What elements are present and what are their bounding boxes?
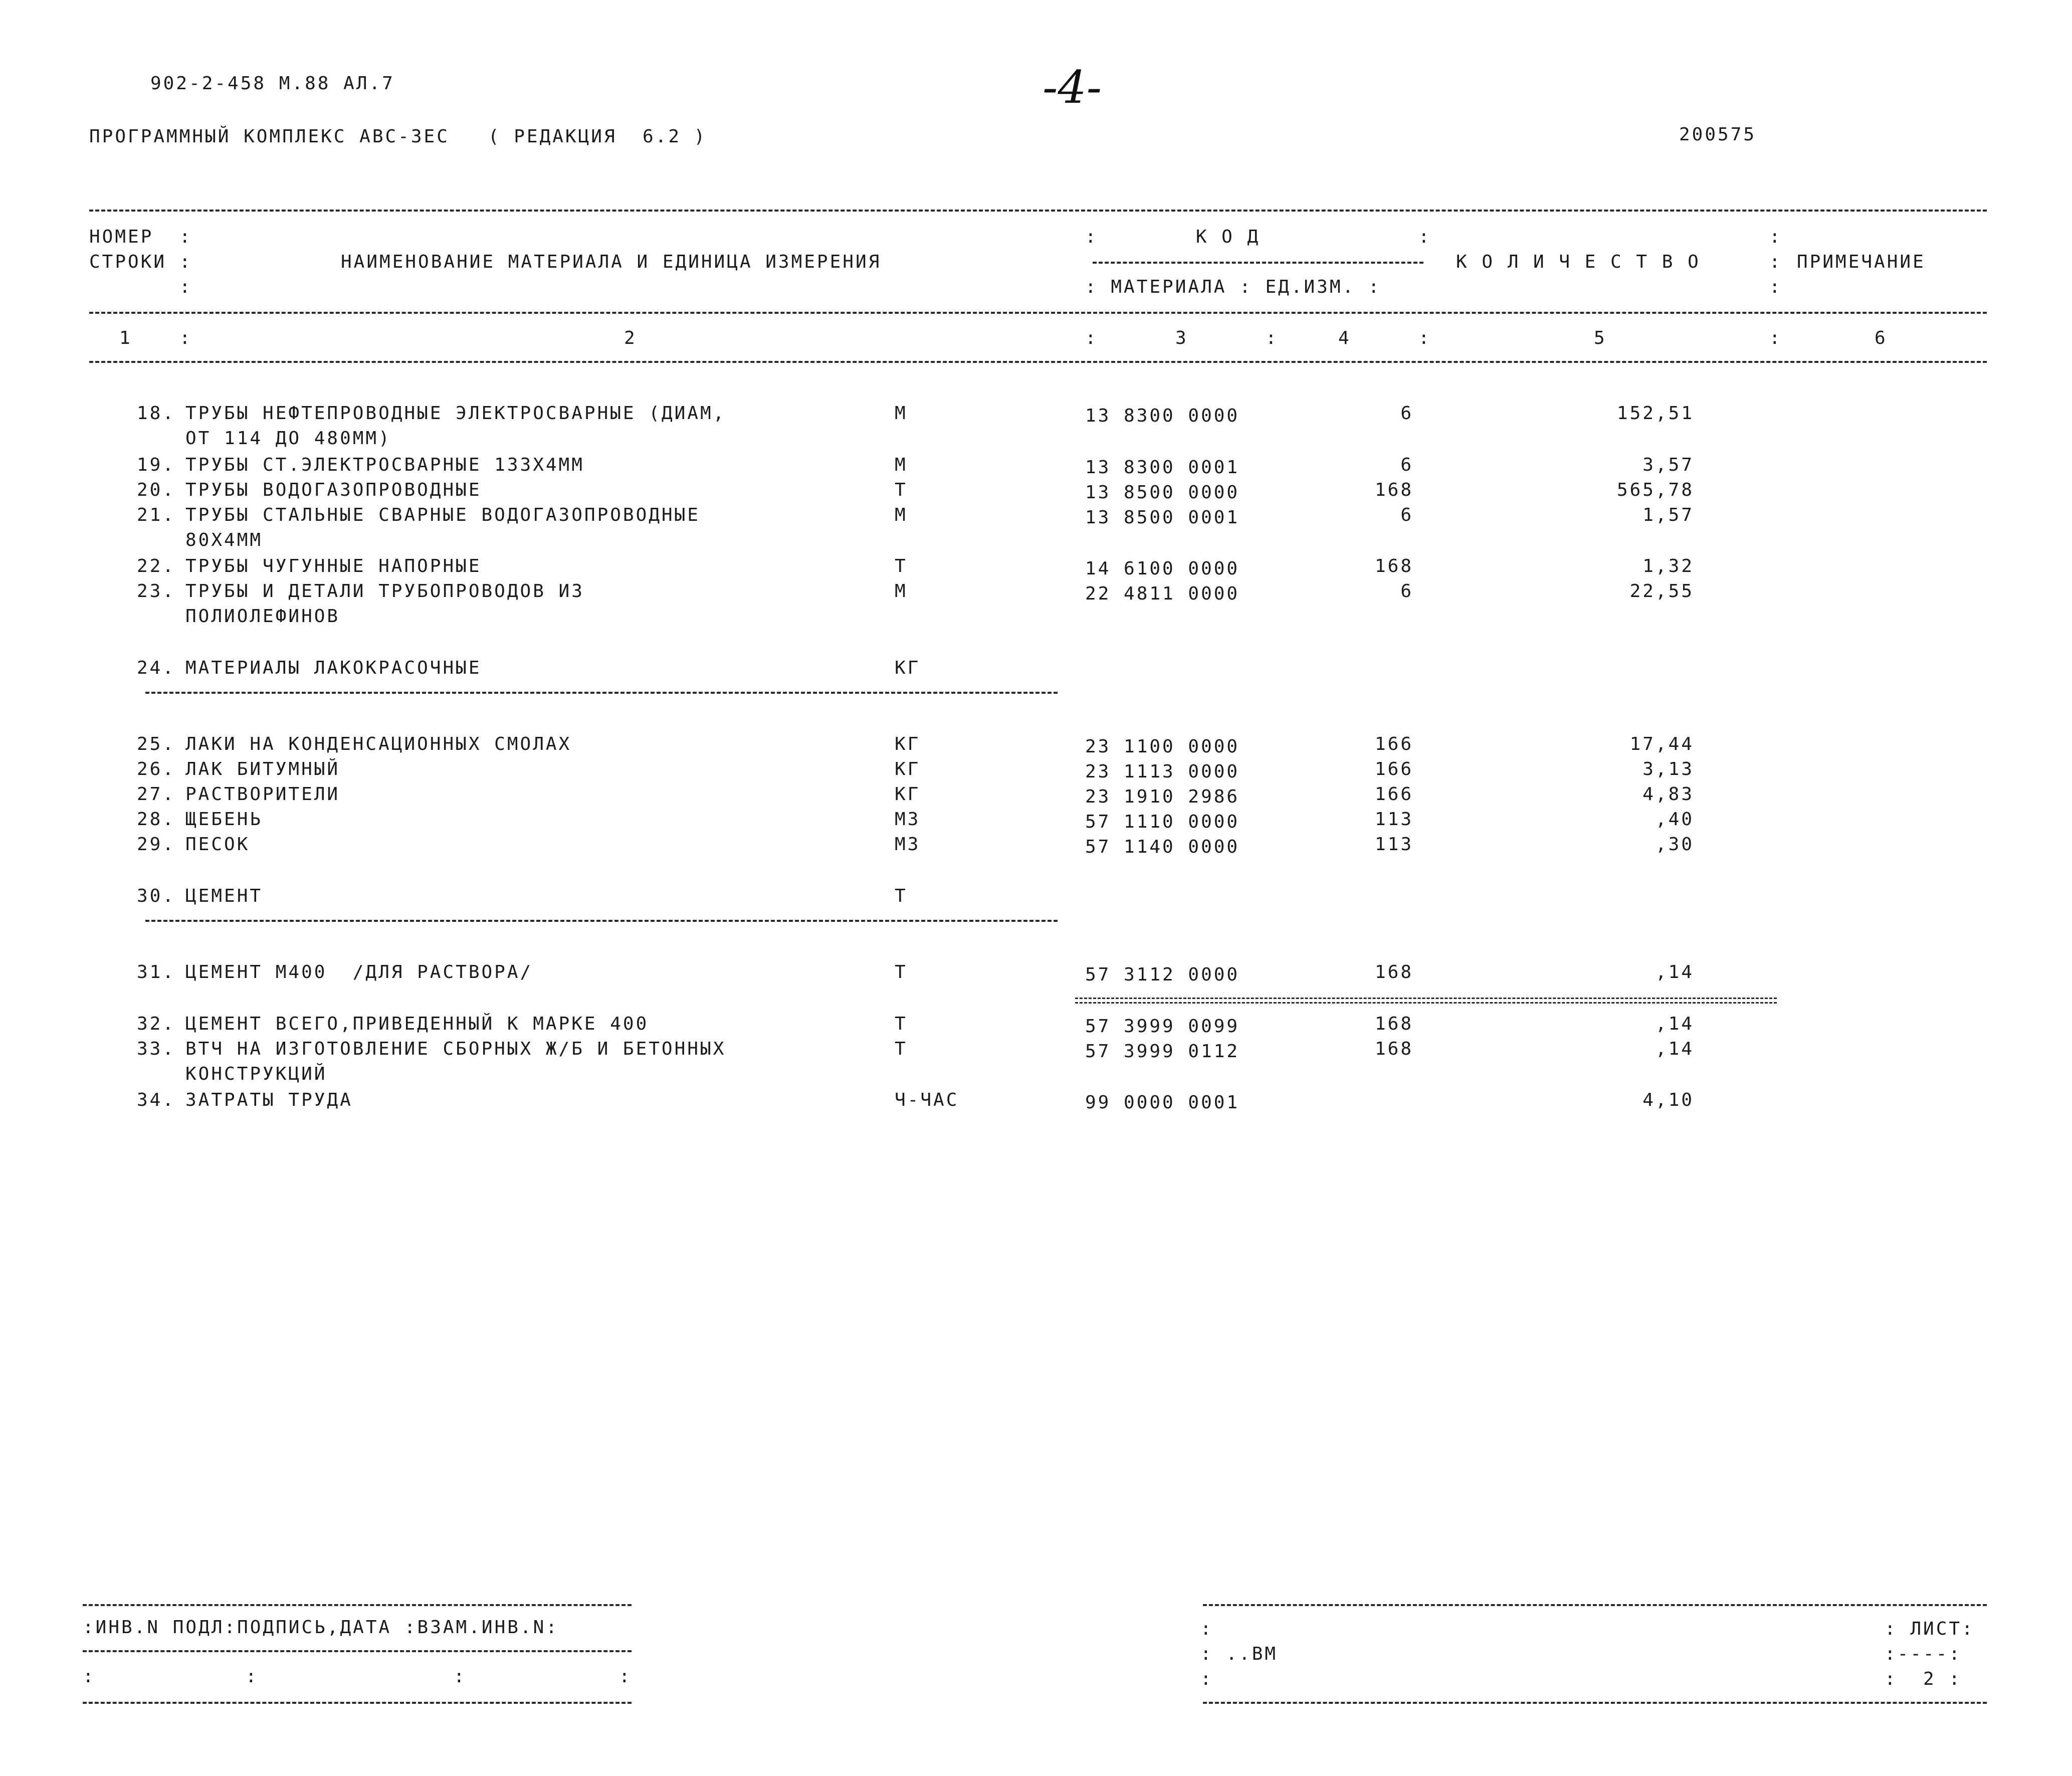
quantity: 152,51 [1616, 403, 1694, 424]
row-number: 22. [136, 556, 175, 576]
unit: Т [895, 1014, 908, 1034]
col-separator: : [1769, 328, 1780, 348]
material-code: 23 1910 2986 [1085, 786, 1240, 807]
unit: М [895, 455, 908, 475]
row-number: 28. [136, 809, 175, 830]
unit-code: 166 [1374, 734, 1413, 754]
unit-code: 6 [1400, 455, 1413, 475]
title-block-separator: : [1200, 1669, 1211, 1689]
col-separator: : [179, 227, 190, 247]
unit: Т [895, 480, 908, 500]
col-separator: : [1418, 328, 1429, 348]
document-code: 902-2-458 М.88 АЛ.7 [150, 73, 395, 94]
unit-code: 6 [1400, 581, 1413, 602]
material-name-continued: ПОЛИОЛЕФИНОВ [185, 606, 340, 627]
column-row-number-label: НОМЕР [89, 227, 154, 247]
title-block-mark: : ..ВМ [1200, 1644, 1278, 1664]
quantity: ,40 [1655, 809, 1694, 830]
row-number: 27. [136, 784, 175, 805]
material-group-name: ЦЕМЕНТ [185, 886, 263, 906]
material-code: 14 6100 0000 [1085, 558, 1240, 579]
row-number: 33. [136, 1039, 175, 1059]
table-top-rule [89, 210, 1987, 212]
code-subheader-rule [1093, 262, 1423, 264]
stamp-top-rule [83, 1604, 632, 1606]
material-name: ЦЕМЕНТ М400 /ДЛЯ РАСТВОРА/ [185, 962, 533, 982]
row-number: 20. [136, 480, 175, 500]
material-group-name: МАТЕРИАЛЫ ЛАКОКРАСОЧНЫЕ [185, 658, 482, 678]
unit: КГ [895, 784, 921, 805]
material-name: ТРУБЫ НЕФТЕПРОВОДНЫЕ ЭЛЕКТРОСВАРНЫЕ (ДИАМ, [185, 403, 726, 424]
unit: М3 [895, 809, 921, 830]
material-name: ЛАКИ НА КОНДЕНСАЦИОННЫХ СМОЛАХ [185, 734, 572, 754]
unit: КГ [895, 759, 921, 779]
col-separator: : [1769, 227, 1780, 247]
unit: КГ [895, 658, 921, 678]
quantity: 1,32 [1642, 556, 1694, 576]
column-code-header: К О Д [1195, 227, 1261, 247]
unit-code: 166 [1374, 784, 1413, 805]
material-name: ЦЕМЕНТ ВСЕГО,ПРИВЕДЕННЫЙ К МАРКЕ 400 [185, 1014, 649, 1034]
row-number: 34. [136, 1090, 175, 1110]
material-name: ТРУБЫ СТ.ЭЛЕКТРОСВАРНЫЕ 133Х4ММ [185, 455, 584, 475]
material-name: ВТЧ НА ИЗГОТОВЛЕНИЕ СБОРНЫХ Ж/Б И БЕТОННЫХ [185, 1039, 726, 1059]
quantity: 3,57 [1642, 455, 1694, 475]
program-title: ПРОГРАММНЫЙ КОМПЛЕКС АВС-ЗЕС ( РЕДАКЦИЯ 6.2 ) [89, 126, 707, 147]
material-name-continued: ОТ 114 ДО 480ММ) [185, 428, 391, 449]
stamp-separator: : [83, 1666, 94, 1687]
quantity: 3,13 [1642, 759, 1694, 779]
col-separator: : [179, 328, 190, 348]
unit-code: 168 [1374, 480, 1413, 500]
title-block-separator: : [1200, 1619, 1211, 1639]
column-number-6: 6 [1875, 328, 1888, 348]
material-name-continued: КОНСТРУКЦИЙ [185, 1064, 327, 1084]
quantity: ,14 [1655, 1039, 1694, 1059]
material-code: 99 0000 0001 [1085, 1092, 1240, 1113]
unit-code: 166 [1374, 759, 1413, 779]
sheet-number-value: 2 [1923, 1669, 1936, 1689]
material-code: 22 4811 0000 [1085, 583, 1240, 604]
unit-code: 168 [1374, 962, 1413, 982]
unit-code: 168 [1374, 556, 1413, 576]
material-code: 13 8300 0001 [1085, 457, 1240, 478]
material-name: ТРУБЫ СТАЛЬНЫЕ СВАРНЫЕ ВОДОГАЗОПРОВОДНЫЕ [185, 505, 700, 525]
material-code: 13 8500 0000 [1085, 482, 1240, 503]
col-separator: : [1266, 328, 1277, 348]
unit: Т [895, 886, 908, 906]
title-block-bottom-rule [1203, 1702, 1987, 1704]
sheet-label: : ЛИСТ: [1885, 1619, 1975, 1639]
unit-code: 113 [1374, 809, 1413, 830]
material-name: ЛАК БИТУМНЫЙ [185, 759, 340, 779]
sheet-label-text: ЛИСТ: [1910, 1619, 1975, 1639]
material-code: 57 1110 0000 [1085, 812, 1240, 832]
row-number: 32. [136, 1014, 175, 1034]
quantity: ,30 [1655, 834, 1694, 855]
row-number: 25. [136, 734, 175, 754]
unit: М [895, 505, 908, 525]
material-name: ТРУБЫ И ДЕТАЛИ ТРУБОПРОВОДОВ ИЗ [185, 581, 584, 602]
col-separator: : [179, 277, 190, 297]
row-number: 19. [136, 455, 175, 475]
column-quantity-header: К О Л И Ч Е С Т В О [1456, 252, 1701, 272]
row-number: 26. [136, 759, 175, 779]
col-separator: : [1418, 227, 1429, 247]
column-code-material-label: МАТЕРИАЛА [1111, 277, 1227, 297]
unit: М3 [895, 834, 921, 855]
row-number: 31. [136, 962, 175, 982]
material-name: ТРУБЫ ВОДОГАЗОПРОВОДНЫЕ [185, 480, 482, 500]
stamp-separator: : [619, 1666, 630, 1687]
unit: КГ [895, 734, 921, 754]
unit-code: 6 [1400, 505, 1413, 525]
material-name-continued: 80Х4ММ [185, 530, 263, 550]
material-code: 57 3112 0000 [1085, 964, 1240, 985]
unit-code: 113 [1374, 834, 1413, 855]
col-separator: : [1085, 328, 1096, 348]
column-number-5: 5 [1594, 328, 1607, 348]
handwritten-page-mark: -4- [1043, 61, 1102, 114]
quantity: 565,78 [1616, 480, 1694, 500]
row-number: 24. [136, 658, 175, 678]
column-number-2: 2 [624, 328, 637, 348]
unit: Т [895, 556, 908, 576]
row-number: 21. [136, 505, 175, 525]
column-number-4: 4 [1338, 328, 1351, 348]
material-code: 57 3999 0099 [1085, 1016, 1240, 1037]
unit: М [895, 581, 908, 602]
column-code-unit-label: ЕД.ИЗМ. [1265, 277, 1356, 297]
quantity: 17,44 [1629, 734, 1694, 754]
unit: Ч-ЧАС [895, 1090, 959, 1110]
column-number-1: 1 [119, 328, 132, 348]
sheet-number: : 2 : [1885, 1669, 1962, 1689]
material-code: 13 8500 0001 [1085, 507, 1240, 528]
col-separator: : [1085, 227, 1096, 247]
quantity: 22,55 [1629, 581, 1694, 602]
document-number: 200575 [1679, 124, 1757, 145]
column-number-3: 3 [1175, 328, 1188, 348]
stamp-mid-rule [83, 1650, 632, 1652]
column-code-material: : МАТЕРИАЛА : ЕД.ИЗМ. : [1085, 277, 1381, 297]
group-underline [145, 692, 1058, 694]
material-code: 23 1100 0000 [1085, 736, 1240, 757]
col-separator: : [1769, 277, 1780, 297]
sheet-rule-text: :----: [1885, 1644, 1962, 1664]
column-note-header: ПРИМЕЧАНИЕ [1797, 252, 1926, 272]
material-name: ЗАТРАТЫ ТРУДА [185, 1090, 353, 1110]
quantity: ,14 [1655, 962, 1694, 982]
title-block-top-rule [1203, 1604, 1987, 1606]
material-name: ПЕСОК [185, 834, 250, 855]
quantity: 4,83 [1642, 784, 1694, 805]
double-separator-rule [1075, 998, 1777, 1004]
group-underline [145, 920, 1058, 922]
unit: М [895, 403, 908, 424]
stamp-bottom-rule [83, 1702, 632, 1704]
material-code: 57 1140 0000 [1085, 837, 1240, 857]
column-name-header: НАИМЕНОВАНИЕ МАТЕРИАЛА И ЕДИНИЦА ИЗМЕРЕНИЯ [341, 252, 882, 272]
quantity: ,14 [1655, 1014, 1694, 1034]
stamp-separator: : [246, 1666, 257, 1687]
stamp-separator: : [454, 1666, 465, 1687]
quantity: 4,10 [1642, 1090, 1694, 1110]
row-number: 29. [136, 834, 175, 855]
material-code: 23 1113 0000 [1085, 761, 1240, 782]
col-separator: : [179, 252, 190, 272]
material-name: РАСТВОРИТЕЛИ [185, 784, 340, 805]
unit-code: 6 [1400, 403, 1413, 424]
material-name: ТРУБЫ ЧУГУННЫЕ НАПОРНЫЕ [185, 556, 482, 576]
quantity: 1,57 [1642, 505, 1694, 525]
unit-code: 168 [1374, 1014, 1413, 1034]
col-separator: : [1769, 252, 1780, 272]
column-numbers-rule [89, 361, 1987, 363]
row-number: 30. [136, 886, 175, 906]
header-bottom-rule [89, 312, 1987, 314]
row-number: 23. [136, 581, 175, 602]
material-code: 57 3999 0112 [1085, 1041, 1240, 1062]
material-code: 13 8300 0000 [1085, 406, 1240, 426]
row-number: 18. [136, 403, 175, 424]
column-row-number-label-2: СТРОКИ [89, 252, 167, 272]
unit: Т [895, 962, 908, 982]
unit: Т [895, 1039, 908, 1059]
stamp-columns-label: :ИНВ.N ПОДЛ:ПОДПИСЬ,ДАТА :ВЗАМ.ИНВ.N: [83, 1617, 559, 1638]
title-block-mark-text: ..ВМ [1226, 1644, 1278, 1664]
unit-code: 168 [1374, 1039, 1413, 1059]
material-name: ЩЕБЕНЬ [185, 809, 263, 830]
